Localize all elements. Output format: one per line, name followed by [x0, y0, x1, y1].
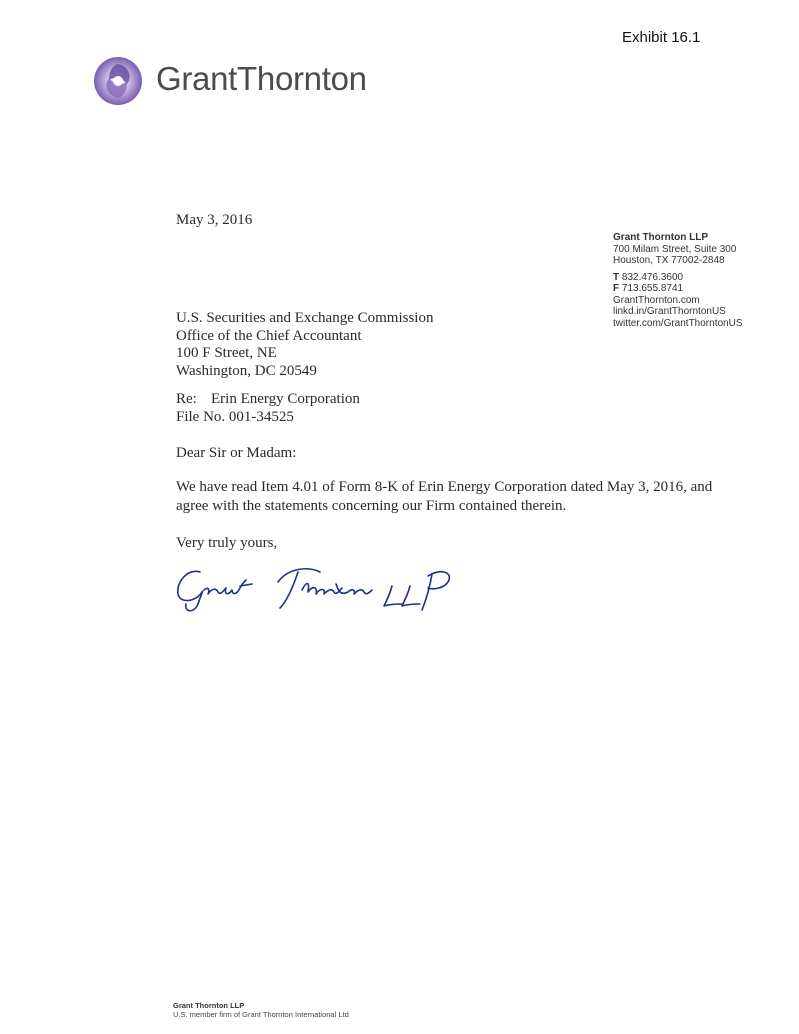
- logo-wordmark: GrantThornton: [156, 60, 367, 97]
- phone-label: T: [613, 271, 620, 283]
- re-label: Re:: [176, 391, 197, 407]
- firm-phone-line: [613, 272, 743, 284]
- firm-fax: 713.655.8741: [621, 283, 684, 294]
- firm-street: 700 Milam Street, Suite 300: [613, 243, 737, 255]
- firm-city: Houston, TX 77002-2848: [613, 255, 725, 266]
- letter-body: We have read Item 4.01 of Form 8-K of Erin Energy Corporation dated May 3, 2016, and agree with the statements concerning our Firm contained therein.: [176, 479, 713, 514]
- footer: [173, 1001, 349, 1019]
- firm-contact-block: [613, 232, 743, 329]
- salutation: Dear Sir or Madam:: [176, 445, 297, 461]
- footer-firm-name: Grant Thornton LLP: [173, 1001, 245, 1010]
- addressee-line: 100 F Street, NE: [176, 345, 277, 361]
- firm-fax-line: [613, 283, 743, 295]
- re-file-number: File No. 001-34525: [176, 408, 294, 425]
- addressee-line: Office of the Chief Accountant: [176, 327, 362, 344]
- addressee-line: Washington, DC 20549: [176, 362, 317, 379]
- firm-website: GrantThornton.com: [613, 294, 700, 306]
- exhibit-label: Exhibit 16.1: [622, 29, 701, 46]
- fax-label: F: [613, 283, 620, 294]
- re-subject: Erin Energy Corporation: [211, 391, 360, 407]
- firm-linkedin: linkd.in/GrantThorntonUS: [613, 306, 726, 317]
- firm-name: Grant Thornton LLP: [613, 232, 708, 243]
- grant-thornton-logo-icon: [93, 56, 143, 106]
- addressee-line: U.S. Securities and Exchange Commission: [176, 310, 434, 326]
- handwritten-signature: [170, 560, 460, 620]
- firm-phone: 832.476.3600: [621, 271, 684, 283]
- letter-date: May 3, 2016: [176, 212, 253, 228]
- closing: Very truly yours,: [176, 535, 278, 551]
- addressee-block: [176, 310, 433, 380]
- firm-twitter: twitter.com/GrantThorntonUS: [613, 317, 743, 329]
- footer-tagline: U.S. member firm of Grant Thornton International Ltd: [173, 1010, 349, 1019]
- re-block: [176, 391, 360, 426]
